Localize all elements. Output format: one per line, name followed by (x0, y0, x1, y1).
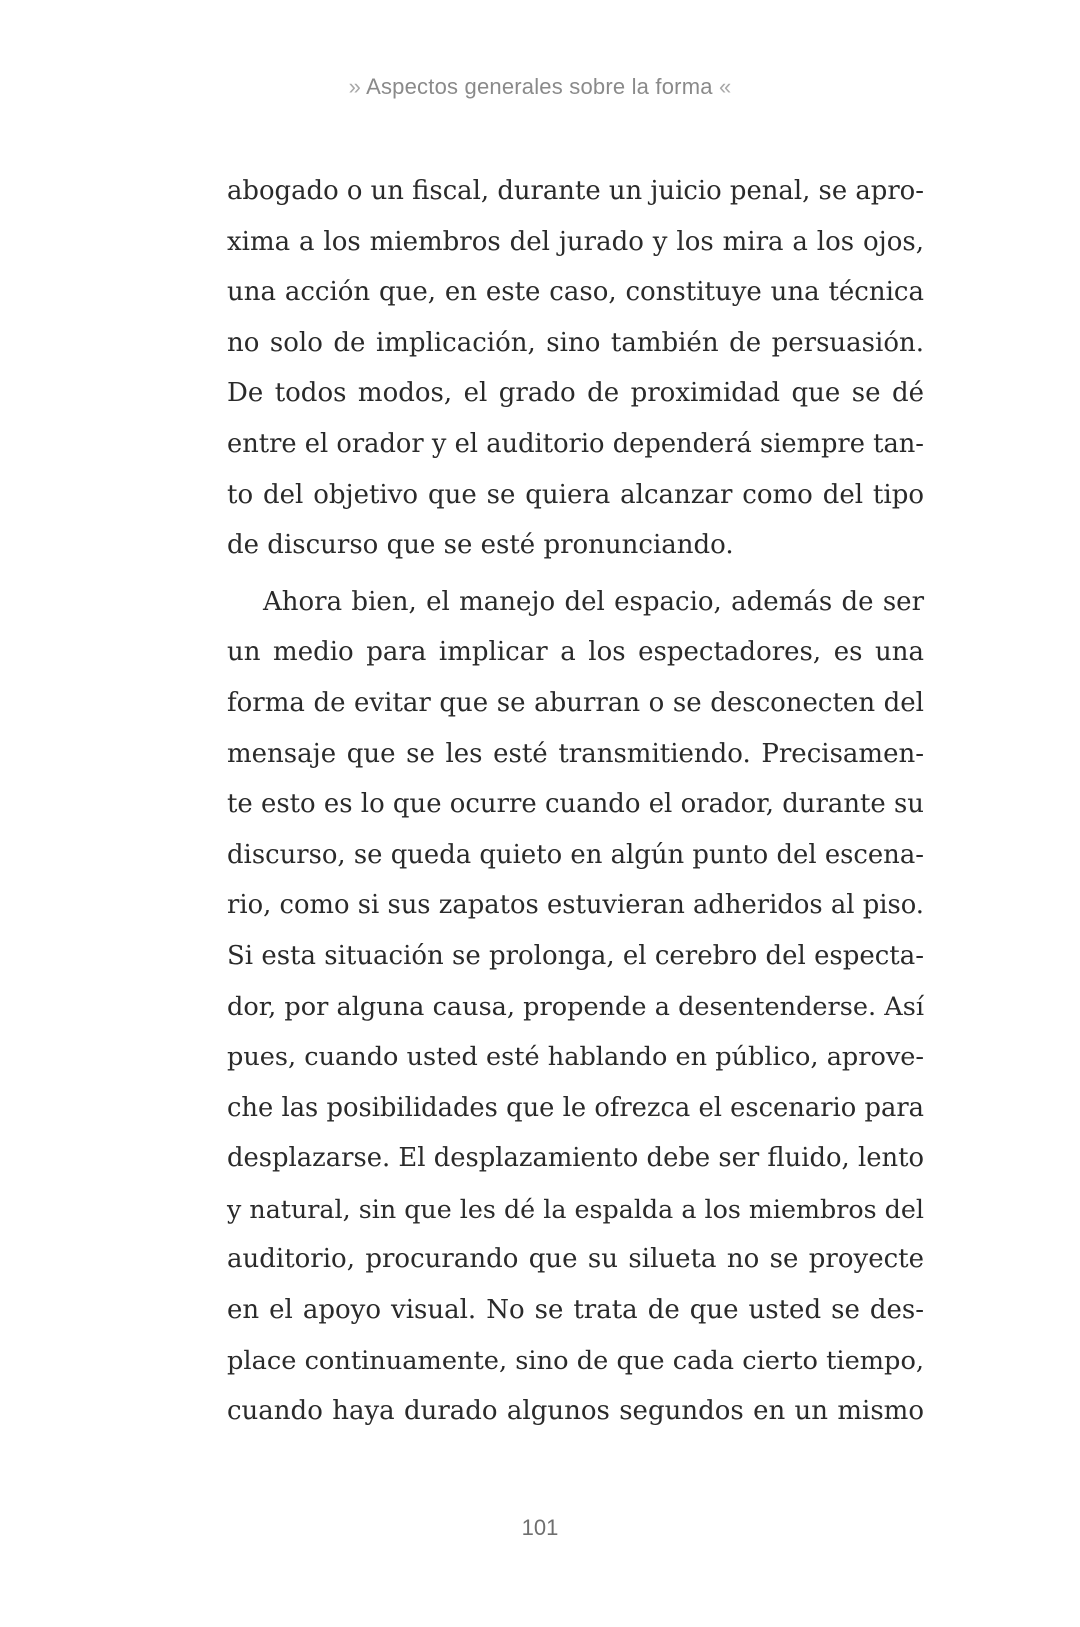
paragraph-1 (227, 166, 924, 571)
text-line: xima a los miembros del jurado y los mira a los ojos, (227, 226, 924, 257)
text-line: en el apoyo visual. No se trata de que usted se des- (227, 1295, 924, 1326)
text-line: abogado o un fiscal, durante un juicio penal, se apro- (227, 176, 924, 206)
text-line: un medio para implicar a los espectadores, es una (227, 637, 924, 668)
text-line: una acción que, en este caso, constituye una técnica (227, 277, 924, 308)
header-title: Aspectos generales sobre la forma (366, 74, 713, 99)
text-line: Si esta situación se prolonga, el cerebro del especta- (227, 940, 924, 971)
text-line: no solo de implicación, sino también de persuasión. (227, 327, 924, 358)
page-number: 101 (521, 1515, 559, 1540)
text-line: forma de evitar que se aburran o se desconecten del (227, 687, 924, 718)
text-line: te esto es lo que ocurre cuando el orador, durante su (227, 789, 924, 820)
text-line: de discurso que se esté pronunciando. (227, 530, 734, 561)
text-line: to del objetivo que se quiera alcanzar como del tipo (227, 479, 924, 510)
text-line: dor, por alguna causa, propende a desentenderse. Así (227, 991, 924, 1022)
body-text (227, 166, 924, 1437)
text-line: che las posibilidades que le ofrezca el escenario para (227, 1092, 924, 1123)
header-open-mark: » (348, 74, 361, 99)
text-line: pues, cuando usted esté hablando en público, aprove- (227, 1042, 924, 1073)
text-line: rio, como si sus zapatos estuvieran adheridos al piso. (227, 890, 924, 921)
text-line: cuando haya durado algunos segundos en un mismo (227, 1396, 924, 1427)
text-line: entre el orador y el auditorio dependerá siempre tan- (227, 428, 924, 459)
text-line: auditorio, procurando que su silueta no se proyecte (227, 1244, 924, 1275)
text-line: discurso, se queda quieto en algún punto del escena- (227, 839, 924, 870)
paragraph-2 (227, 577, 924, 1437)
text-line: place continuamente, sino de que cada cierto tiempo, (227, 1345, 924, 1376)
running-header (0, 74, 1080, 100)
text-line: Ahora bien, el manejo del espacio, además de ser (263, 586, 924, 617)
text-line: De todos modos, el grado de proximidad que se dé (227, 378, 924, 409)
text-line: mensaje que se les esté transmitiendo. Precisamen- (227, 738, 924, 769)
text-line: desplazarse. El desplazamiento debe ser fluido, lento (227, 1143, 924, 1174)
text-line: y natural, sin que les dé la espalda a los miembros del (227, 1193, 924, 1224)
header-close-mark: « (718, 74, 732, 99)
